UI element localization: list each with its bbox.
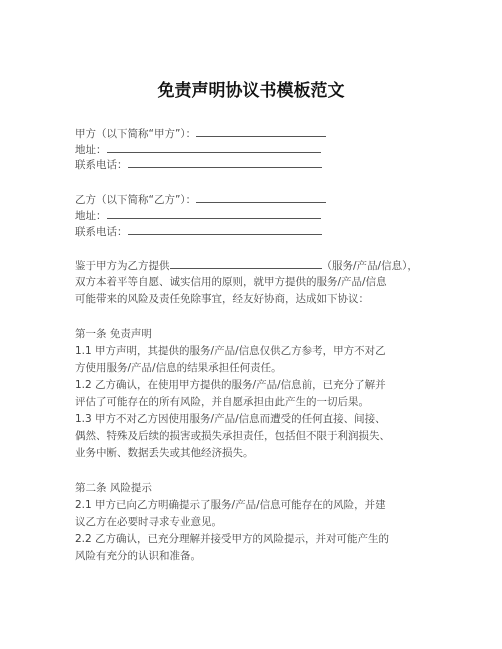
article-1-line: 评估了可能存在的所有风险，并自愿承担由此产生的一切后果。 bbox=[75, 396, 369, 408]
article-2-heading: 第二条 风险提示 bbox=[75, 482, 152, 494]
party-a-phone-label: 联系电话： bbox=[75, 159, 128, 171]
article-1-line: 业务中断、数据丢失或其他经济损失。 bbox=[75, 447, 254, 459]
article-1-line: 1.3 甲方不对乙方因使用服务/产品/信息而遭受的任何直接、间接、 bbox=[75, 413, 386, 425]
article-1-line: 方使用服务/产品/信息的结果承担任何责任。 bbox=[75, 362, 282, 374]
article-2-line: 2.2 乙方确认，已充分理解并接受甲方的风险提示，并对可能产生的 bbox=[75, 533, 390, 545]
party-a-name-blank bbox=[196, 126, 326, 137]
party-b-phone-line bbox=[75, 224, 475, 239]
party-a-phone-blank bbox=[128, 157, 322, 168]
party-a-name-line bbox=[75, 126, 475, 141]
article-2-line: 议乙方在必要时寻求专业意见。 bbox=[75, 516, 222, 528]
article-1-line: 1.2 乙方确认，在使用甲方提供的服务/产品/信息前，已充分了解并 bbox=[75, 379, 386, 391]
document-title: 免责声明协议书模板范文 bbox=[157, 81, 345, 101]
article-2-line: 2.1 甲方已向乙方明确提示了服务/产品/信息可能存在的风险，并建 bbox=[75, 499, 386, 511]
party-b-address-label: 地址： bbox=[75, 210, 107, 222]
article-1-heading: 第一条 免责声明 bbox=[75, 328, 152, 340]
article-2-line: 风险有充分的认识和准备。 bbox=[75, 550, 201, 562]
service-blank bbox=[170, 258, 322, 269]
party-a-address-blank bbox=[107, 142, 321, 153]
party-a-phone-line bbox=[75, 157, 475, 172]
intro-line-3: 可能带来的风险及责任免除事宜，经友好协商，达成如下协议： bbox=[75, 293, 369, 305]
party-b-address-blank bbox=[107, 208, 321, 219]
article-1-line: 偶然、特殊及后续的损害或损失承担责任，包括但不限于利润损失、 bbox=[75, 430, 390, 442]
intro-suffix: （服务/产品/信息）， bbox=[321, 260, 418, 272]
intro-line-1 bbox=[75, 258, 475, 273]
party-b-phone-blank bbox=[128, 224, 322, 235]
party-b-name-line bbox=[75, 192, 475, 207]
article-1-line: 1.1 甲方声明，其提供的服务/产品/信息仅供乙方参考，甲方不对乙 bbox=[75, 345, 386, 357]
party-b-name-label: 乙方（以下简称“乙方”）： bbox=[75, 194, 197, 206]
intro-prefix: 鉴于甲方为乙方提供 bbox=[75, 260, 170, 272]
intro-line-2: 双方本着平等自愿、诚实信用的原则，就甲方提供的服务/产品/信息 bbox=[75, 276, 387, 288]
party-a-address-line bbox=[75, 142, 475, 157]
party-b-name-blank bbox=[196, 192, 326, 203]
party-a-address-label: 地址： bbox=[75, 144, 107, 156]
party-b-phone-label: 联系电话： bbox=[75, 226, 128, 238]
party-b-address-line bbox=[75, 208, 475, 223]
party-a-name-label: 甲方（以下简称“甲方”）： bbox=[75, 128, 197, 140]
